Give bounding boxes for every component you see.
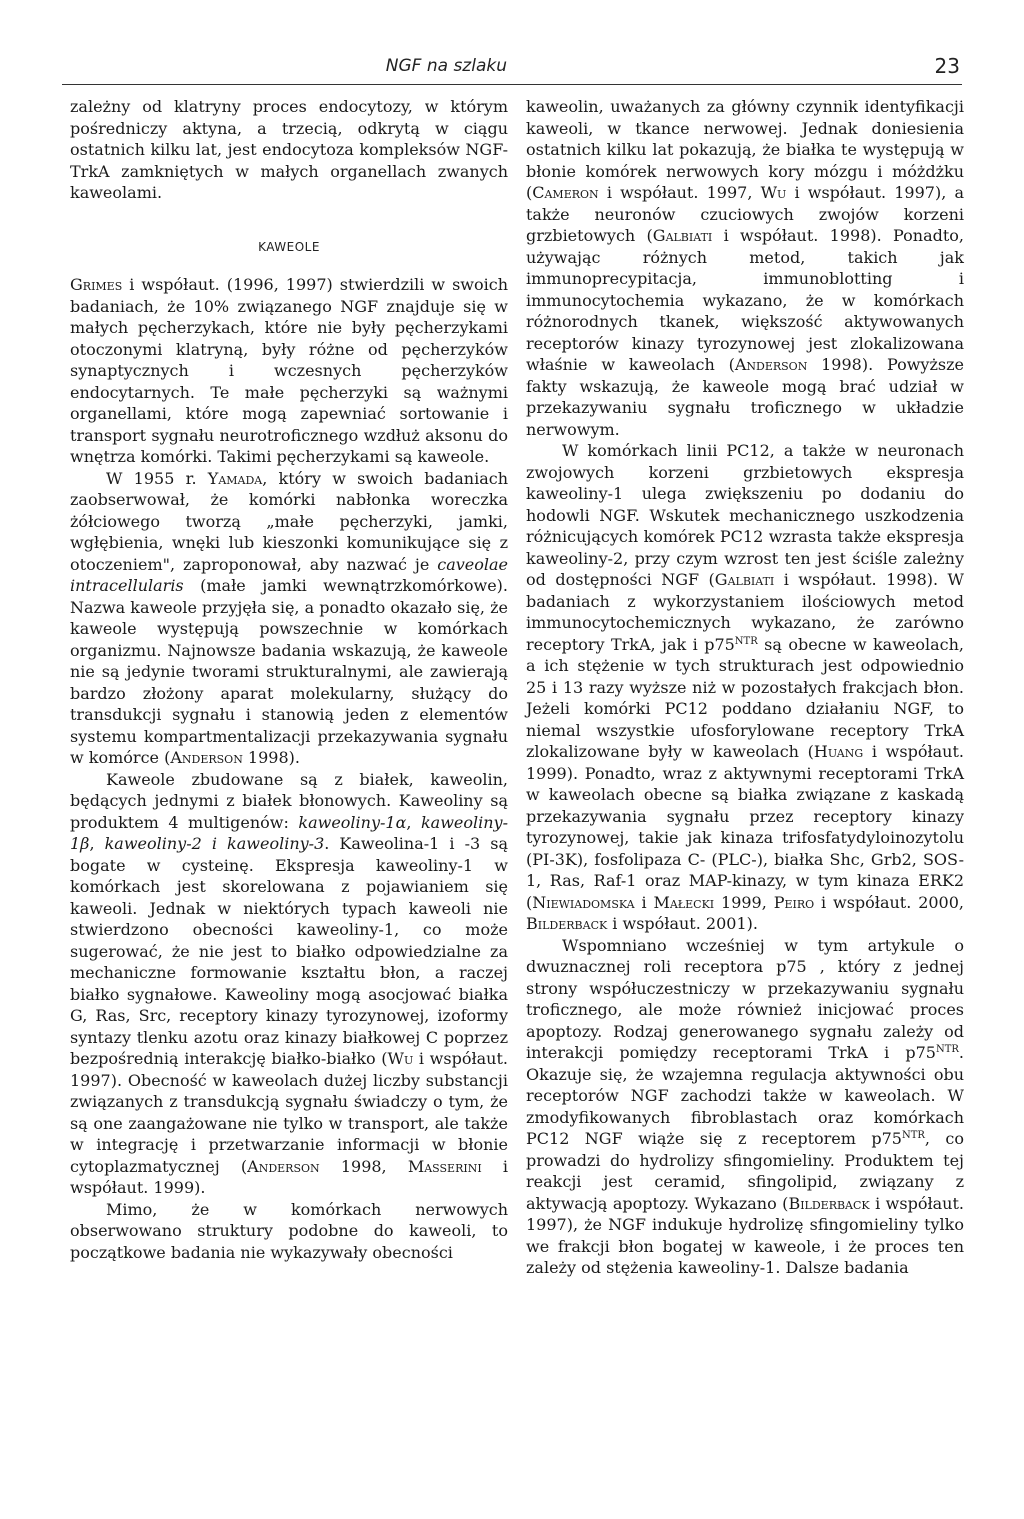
author-reference: Bilderback [526, 914, 608, 933]
gene-name: kaweoliny-1β [70, 812, 508, 853]
author-reference: Yamada [207, 468, 263, 488]
gene-name: kaweoliny-2 [104, 834, 202, 853]
superscript-ntr: NTR [901, 1130, 925, 1141]
superscript-ntr: NTR [935, 1044, 959, 1055]
author-reference: Anderson [170, 748, 243, 767]
author-reference: Wu [760, 183, 787, 202]
author-reference: Grimes [70, 275, 123, 294]
author-reference: Anderson [247, 1156, 320, 1176]
left-column [70, 96, 508, 1263]
author-reference: Masserini [407, 1156, 482, 1176]
author-reference: Galbiati [714, 570, 775, 589]
author-reference: Małecki [653, 892, 715, 912]
right-column [526, 96, 964, 1279]
gene-name: kaweoliny-1α [298, 812, 407, 832]
author-reference: Wu [387, 1049, 414, 1068]
running-title: NGF na szlaku [385, 56, 507, 76]
running-head [62, 52, 962, 85]
paragraph-kaweole: Kaweole zbudowane są z białek, kaweolin, będących jednymi z białek błonowych. Kaweoliny są produktem 4 multigenów: kaweoliny-1α, kaweoliny-1β, kaweoliny-2 i kaweoliny-3. Kaweolina-1 i -3 są bogate w cysteinę. Ekspresja kaweoliny-1 w komórkach jest skorelowana z pojawianiem się kaweoli. Jednak w niektórych typach kaweoli nie stwierdzono obecności kaweoliny-1, co może sugerować, że nie jest to białko odpowiedzialne za mechaniczne formowanie kształtu błon, a raczej białko sygnałowe. Kaweoliny mogą asocjować białka G, Ras, Src, receptory kinazy tyrozynowej, izoformy syntazy tlenku azotu oraz kinazy białkowej C poprzez bezpośrednią interakcję białko-białko (Wu i współaut. 1997). Obecność w kaweolach dużej liczby substancji związanych z transdukcją sygnału świadczy o tym, że są one zaangażowane nie tylko w transport, ale także w integrację i przetwarzanie informacji w błonie cytoplazmatycznej (Anderson 1998, Masserini i współaut. 1999). [70, 769, 508, 1197]
paragraph-yamada: W 1955 r. Yamada, który w swoich badaniach zaobserwował, że komórki nabłonka woreczka żółciowego tworzą „małe pęcherzyki, jamki, wgłębienia, wnęki lub kieszonki komunikujące się z otoczeniem", zaproponował, aby nazwać je caveolae intracellularis (małe jamki wewnątrzkomórkowe). Nazwa kaweole przyjęła się, a ponadto okazało się, że kaweole występują powszechnie w komórkach organizmu. Najnowsze badania wskazują, że kaweole nie są jedynie tworami strukturalnymi, ale zawierają bardzo złożony aparat molekularny, służący do transdukcji sygnału i stanowią jeden z elementów systemu kompartmentalizacji przekazywania sygnału w komórce (Anderson 1998). [70, 468, 509, 767]
paragraph-pc12: W komórkach linii PC12, a także w neuronach zwojowych korzeni grzbietowych ekspresja kaweoliny-1 ulega zwiększeniu po dodaniu do hodowli NGF. Wskutek mechanicznego uszkodzenia różnicujących komórek PC12 wzrasta także ekspresja kaweoliny-2, przy czym wzrost ten jest ściśle zależny od dostępności NGF (Galbiati i współaut. 1998). W badaniach z wykorzystaniem ilościowych metod immunocytochemicznych wykazano, że zarówno receptory TrkA, jak i $p75^{NTR}$ są obecne w kaweolach, a ich stężenie w tych strukturach jest odpowiednio 25 i 13 razy wyższe niż w pozostałych frakcjach błon. Jeżeli komórki PC12 poddano działaniu NGF, to niemal wszystkie ufosforylowane receptory TrkA zlokalizowane były w kaweolach (Huang i współaut. 1999). Ponadto, wraz z aktywnymi receptorami TrkA w kaweolach obecne są białka związane z kaskadą przekazywania sygnału przez receptory kinazy tyrozynowej, takie jak kinaza trifosfatydyloinozytolu (PI-3K), fosfolipaza C- (PLC-), białka Shc, Grb2, SOS-1, Ras, Raf-1 oraz MAP-kinazy, w tym kinaza ERK2 (Niewiadomska i Małecki 1999, Peiro i współaut. 2000, Bilderback i współaut. 2001). [526, 441, 964, 933]
paragraph-grimes: Grimes i współaut. (1996, 1997) stwierdzili w swoich badaniach, że 10% związanego NGF znajduje się w małych pęcherzykach, które nie były pęcherzykami otoczonymi klatryną, były różne od pęcherzyków synaptycznych i wczesnych pęcherzyków endocytarnych. Te małe pęcherzyki są ważnymi organellami, które mogą zapewniać sortowanie i transport sygnału neurotroficznego wzdłuż aksonu do wnętrza komórki. Takimi pęcherzykami są kaweole. [70, 275, 508, 466]
author-reference: Peiro [773, 892, 815, 912]
superscript-ntr: NTR [734, 635, 758, 647]
author-reference: Niewiadomska [532, 892, 635, 912]
author-reference: Anderson [734, 355, 808, 374]
paragraph-intro: zależny od klatryny proces endocytozy, w którym pośredniczy aktyna, a trzecią, odkrytą w ciągu ostatnich kilku lat, jest endocytoza kompleksów NGF-TrkA zamkniętych w małych organellach zwanych kaweolami. [70, 97, 508, 202]
section-heading: KAWEOLE [258, 239, 320, 254]
author-reference: Bilderback [788, 1193, 870, 1213]
author-reference: Cameron [532, 183, 599, 202]
page-number: 23 [934, 54, 960, 78]
paragraph-kaweolin: kaweolin, uważanych za główny czynnik identyfikacji kaweoli, w tkance nerwowej. Jednak doniesienia ostatnich kilku lat pokazują, że białka te występują w błonie komórek nerwowych kory mózgu i móżdżku (Cameron i współaut. 1997, Wu i współaut. 1997), a także neuronów czuciowych zwojów korzeni grzbietowych (Galbiati i współaut. 1998). Ponadto, używając różnych metod, takich jak immunoprecypitacja, immunoblotting i immunocytochemia wykazano, że w komórkach różnorodnych tkanek, większość aktywowanych receptorów kinazy tyrozynowej jest zlokalizowana właśnie w kaweolach (Anderson 1998). Powyższe fakty wskazują, że kaweole mogą brać udział w przekazywaniu sygnału troficznego w układzie nerwowym. [526, 97, 965, 439]
latin-term: caveolae intracellularis [70, 554, 508, 595]
gene-name: kaweoliny-3 [227, 834, 325, 853]
paragraph-mimo: Mimo, że w komórkach nerwowych obserwowano struktury podobne do kaweoli, to początkowe badania nie wykazywały obecności [70, 1199, 508, 1262]
author-reference: Huang [813, 742, 864, 761]
paragraph-p75: Wspomniano wcześniej w tym artykule o dwuznacznej roli receptora p75 , który z jednej strony współuczestniczy w przekazywaniu sygnału troficznego, ale może również inicjować proces apoptozy. Rodzaj generowanego sygnału zależy od interakcji pomiędzy receptorami TrkA i $p75^{NTR}$. Okazuje się, że wzajemna regulacja aktywności obu receptorów NGF zachodzi także w kaweolach. W zmodyfikowanych fibroblastach oraz komórkach PC12 NGF wiąże się z receptorem $p75^{NTR}$, co prowadzi do hydrolizy sfingomieliny. Produktem tej reakcji jest ceramid, sfingolipid, związany z aktywacją apoptozy. Wykazano (Bilderback i współaut. 1997), że NGF indukuje hydrolizę sfingomieliny tylko we frakcji błon bogatej w kaweole, i że proces ten zależy od stężenia kaweoliny-1. Dalsze badania [526, 935, 964, 1277]
author-reference: Galbiati [652, 226, 713, 245]
